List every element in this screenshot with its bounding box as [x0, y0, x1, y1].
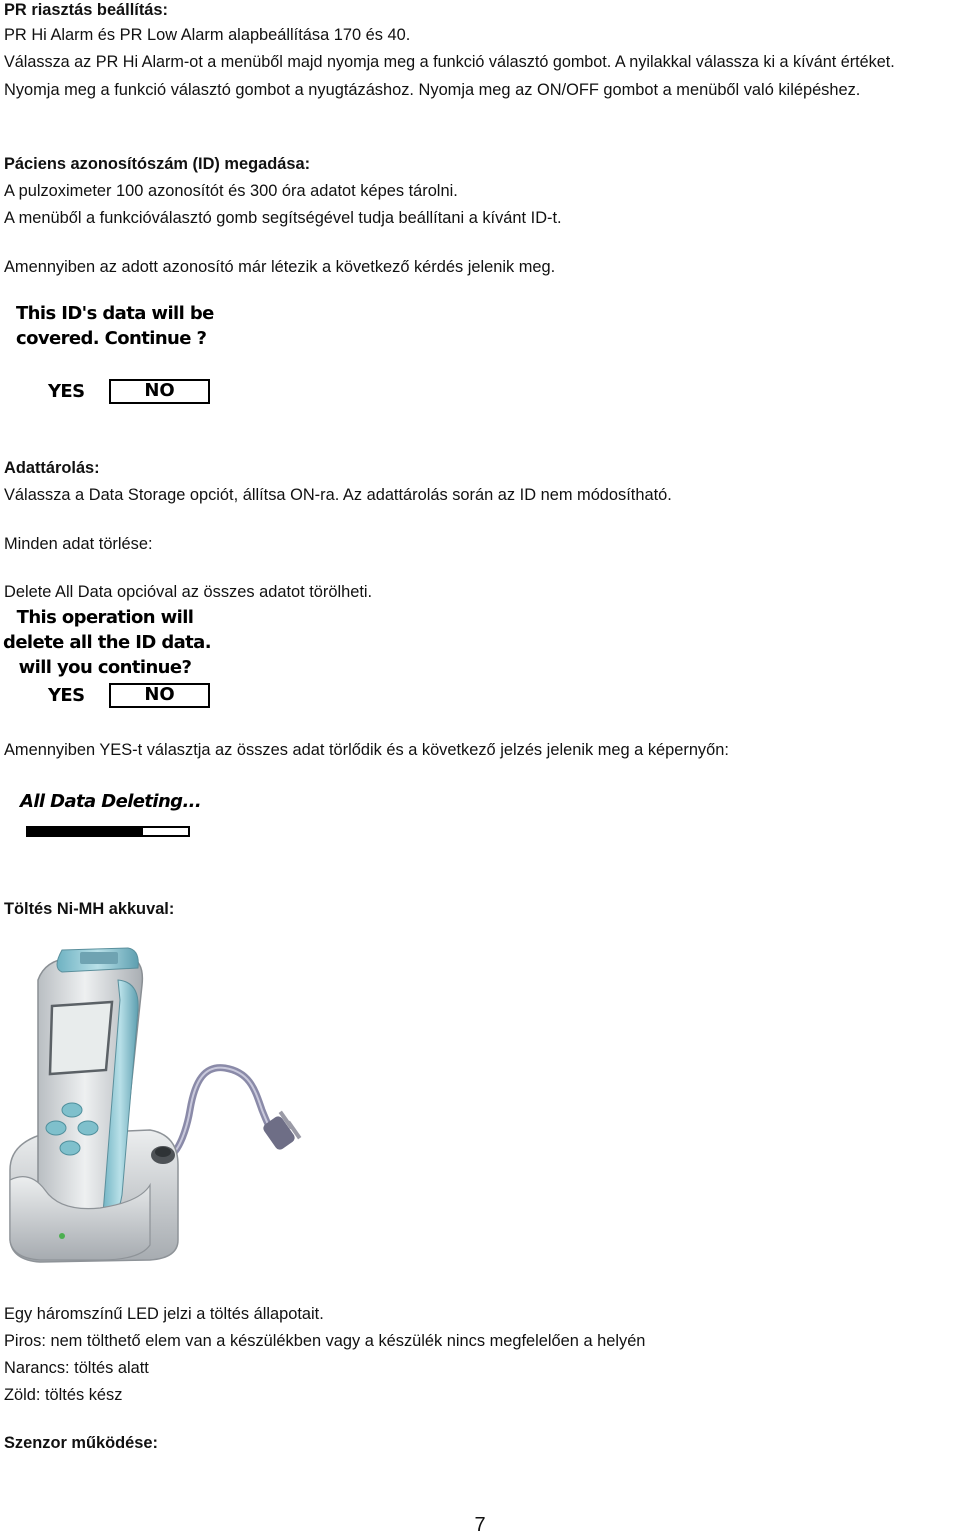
delete-screen-no-option: NO: [109, 683, 210, 708]
device-button-4: [60, 1141, 80, 1155]
pulse-oximeter-in-charger-image: [0, 940, 320, 1270]
device-screen: [50, 1002, 112, 1074]
device-button-1: [62, 1103, 82, 1117]
deleting-progress-bar: [26, 826, 190, 837]
page-number: 7: [474, 1514, 486, 1536]
pr-alarm-heading: PR riasztás beállítás:: [4, 1, 168, 19]
device-button-2: [46, 1121, 66, 1135]
delete-screen-line-3: will you continue?: [18, 657, 192, 678]
id-screen-line-1: This ID's data will be: [16, 303, 214, 324]
storage-line: Válassza a Data Storage opciót, állítsa ON-ra. Az adattárolás során az ID nem módosítható.: [4, 486, 672, 504]
delete-screen-line-1: This operation will: [16, 607, 194, 628]
delete-all-line: Delete All Data opcióval az összes adatot törölheti.: [4, 583, 373, 601]
deleting-progress-fill: [28, 828, 143, 835]
patient-id-line-2: A menüből a funkcióválasztó gomb segítségével tudja beállítani a kívánt ID-t.: [4, 209, 562, 227]
sensor-heading: Szenzor működése:: [4, 1434, 158, 1452]
delete-all-after: Amennyiben YES-t választja az összes adat törlődik és a következő jelzés jelenik meg a képernyőn:: [4, 741, 729, 759]
charging-line-3: Narancs: töltés alatt: [4, 1359, 149, 1377]
patient-id-line-1: A pulzoximeter 100 azonosítót és 300 óra adatot képes tárolni.: [4, 182, 458, 200]
storage-heading: Adattárolás:: [4, 459, 100, 477]
pr-alarm-line-3: Nyomja meg a funkció választó gombot a nyugtázáshoz. Nyomja meg az ON/OFF gombot a menüből való kilépéshez.: [4, 81, 861, 99]
charging-line-4: Zöld: töltés kész: [4, 1386, 123, 1404]
patient-id-line-3: Amennyiben az adott azonosító már létezik a következő kérdés jelenik meg.: [4, 258, 556, 276]
id-screen-no-option: NO: [109, 379, 210, 404]
pr-alarm-line-1: PR Hi Alarm és PR Low Alarm alapbeállítása 170 és 40.: [4, 26, 411, 44]
deleting-text: All Data Deleting...: [20, 791, 202, 812]
charge-led: [59, 1233, 65, 1239]
device-button-3: [78, 1121, 98, 1135]
delete-screen-line-2: delete all the ID data.: [3, 632, 211, 653]
charging-heading: Töltés Ni-MH akkuval:: [4, 900, 175, 918]
delete-screen-yes-option: YES: [48, 685, 85, 706]
pr-alarm-line-2: Válassza az PR Hi Alarm-ot a menüből majd nyomja meg a funkció választó gombot. A nyilakkal válassza ki a kívánt értéket.: [4, 53, 895, 71]
charging-line-2: Piros: nem tölthető elem van a készülékben vagy a készülék nincs megfelelően a helyén: [4, 1332, 646, 1350]
delete-all-title: Minden adat törlése:: [4, 535, 153, 553]
patient-id-heading: Páciens azonosítószám (ID) megadása:: [4, 155, 311, 173]
id-screen-line-2: covered. Continue ?: [16, 328, 207, 349]
charging-line-1: Egy háromszínű LED jelzi a töltés állapotait.: [4, 1305, 324, 1323]
id-screen-yes-option: YES: [48, 381, 85, 402]
